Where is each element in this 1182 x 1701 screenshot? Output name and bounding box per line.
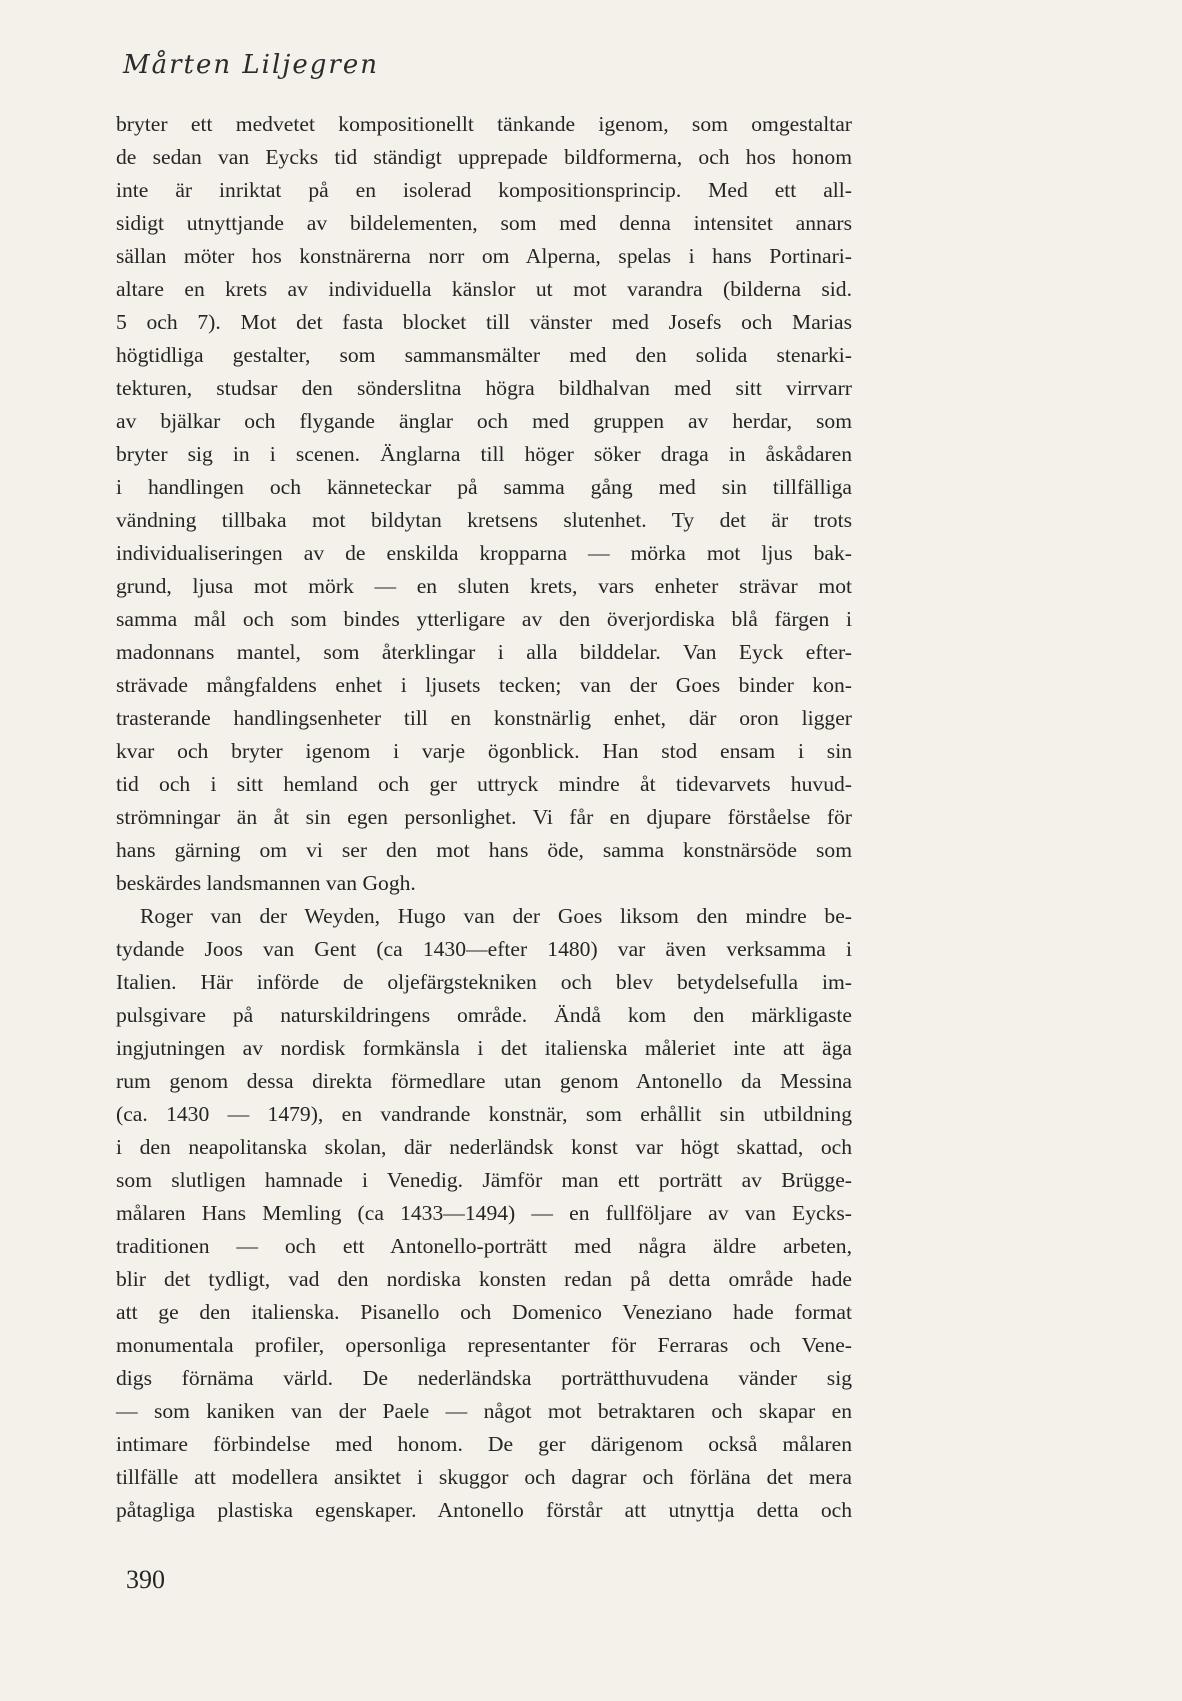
text-line: monumentala profiler, opersonliga representanter för Ferraras och Vene-: [116, 1333, 852, 1357]
text-line: samma mål och som bindes ytterligare av den överjordiska blå färgen i: [116, 607, 852, 631]
text-line: tillfälle att modellera ansiktet i skuggor och dagrar och förläna det mera: [116, 1465, 852, 1489]
text-line: att ge den italienska. Pisanello och Domenico Veneziano hade format: [116, 1300, 852, 1324]
text-line: bryter sig in i scenen. Änglarna till höger söker draga in åskådaren: [116, 442, 852, 466]
body-text: [116, 108, 852, 1527]
text-line: bryter ett medvetet kompositionellt tänkande igenom, som omgestaltar: [116, 112, 852, 136]
text-line: madonnans mantel, som återklingar i alla bilddelar. Van Eyck efter-: [116, 640, 852, 664]
text-line: intimare förbindelse med honom. De ger därigenom också målaren: [116, 1432, 852, 1456]
text-line: i den neapolitanska skolan, där nederländsk konst var högt skattad, och: [116, 1135, 852, 1159]
text-line: Italien. Här införde de oljefärgstekniken och blev betydelsefulla im-: [116, 970, 852, 994]
text-line: altare en krets av individuella känslor ut mot varandra (bilderna sid.: [116, 277, 852, 301]
text-line: (ca. 1430 — 1479), en vandrande konstnär, som erhållit sin utbildning: [116, 1102, 852, 1126]
text-line: digs förnäma värld. De nederländska porträtthuvudena vänder sig: [116, 1366, 852, 1390]
page-number: 390: [126, 1565, 165, 1594]
text-line: grund, ljusa mot mörk — en sluten krets, vars enheter strävar mot: [116, 574, 852, 598]
text-line: målaren Hans Memling (ca 1433—1494) — en fullföljare av van Eycks-: [116, 1201, 852, 1225]
text-line: tydande Joos van Gent (ca 1430—efter 1480) var även verksamma i: [116, 937, 852, 961]
text-line: högtidliga gestalter, som sammansmälter med den solida stenarki-: [116, 343, 852, 367]
text-line: individualiseringen av de enskilda kropparna — mörka mot ljus bak-: [116, 541, 852, 565]
text-line: påtagliga plastiska egenskaper. Antonello förstår att utnyttja detta och: [116, 1498, 852, 1522]
text-line: av bjälkar och flygande änglar och med gruppen av herdar, som: [116, 409, 852, 433]
text-line: kvar och bryter igenom i varje ögonblick. Han stod ensam i sin: [116, 739, 852, 763]
text-line: tekturen, studsar den sönderslitna högra bildhalvan med sitt virrvarr: [116, 376, 852, 400]
text-line: strävade mångfaldens enhet i ljusets tecken; van der Goes binder kon-: [116, 673, 852, 697]
text-line: — som kaniken van der Paele — något mot betraktaren och skapar en: [116, 1399, 852, 1423]
text-line: hans gärning om vi ser den mot hans öde, samma konstnärsöde som: [116, 838, 852, 862]
text-line: strömningar än åt sin egen personlighet. Vi får en djupare förståelse för: [116, 805, 852, 829]
text-line: inte är inriktat på en isolerad kompositionsprincip. Med ett all-: [116, 178, 852, 202]
text-line: 5 och 7). Mot det fasta blocket till vänster med Josefs och Marias: [116, 310, 852, 334]
text-line: i handlingen och känneteckar på samma gång med sin tillfälliga: [116, 475, 852, 499]
text-line: tid och i sitt hemland och ger uttryck mindre åt tidevarvets huvud-: [116, 772, 852, 796]
text-line: vändning tillbaka mot bildytan kretsens slutenhet. Ty det är trots: [116, 508, 852, 532]
text-line: rum genom dessa direkta förmedlare utan genom Antonello da Messina: [116, 1069, 852, 1093]
text-line: beskärdes landsmannen van Gogh.: [116, 871, 416, 895]
text-line: blir det tydligt, vad den nordiska konsten redan på detta område hade: [116, 1267, 852, 1291]
text-line: Roger van der Weyden, Hugo van der Goes liksom den mindre be-: [140, 904, 852, 928]
text-line: sällan möter hos konstnärerna norr om Alperna, spelas i hans Portinari-: [116, 244, 852, 268]
text-line: pulsgivare på naturskildringens område. Ändå kom den märkligaste: [116, 1003, 852, 1027]
paragraph-1: [116, 108, 852, 900]
text-line: trasterande handlingsenheter till en konstnärlig enhet, där oron ligger: [116, 706, 852, 730]
text-line: de sedan van Eycks tid ständigt upprepade bildformerna, och hos honom: [116, 145, 852, 169]
text-line: sidigt utnyttjande av bildelementen, som med denna intensitet annars: [116, 211, 852, 235]
text-line: ingjutningen av nordisk formkänsla i det italienska måleriet inte att äga: [116, 1036, 852, 1060]
paragraph-2: [116, 900, 852, 1527]
running-head: Mårten Liljegren: [123, 50, 379, 80]
text-line: som slutligen hamnade i Venedig. Jämför man ett porträtt av Brügge-: [116, 1168, 852, 1192]
text-line: traditionen — och ett Antonello-porträtt med några äldre arbeten,: [116, 1234, 852, 1258]
